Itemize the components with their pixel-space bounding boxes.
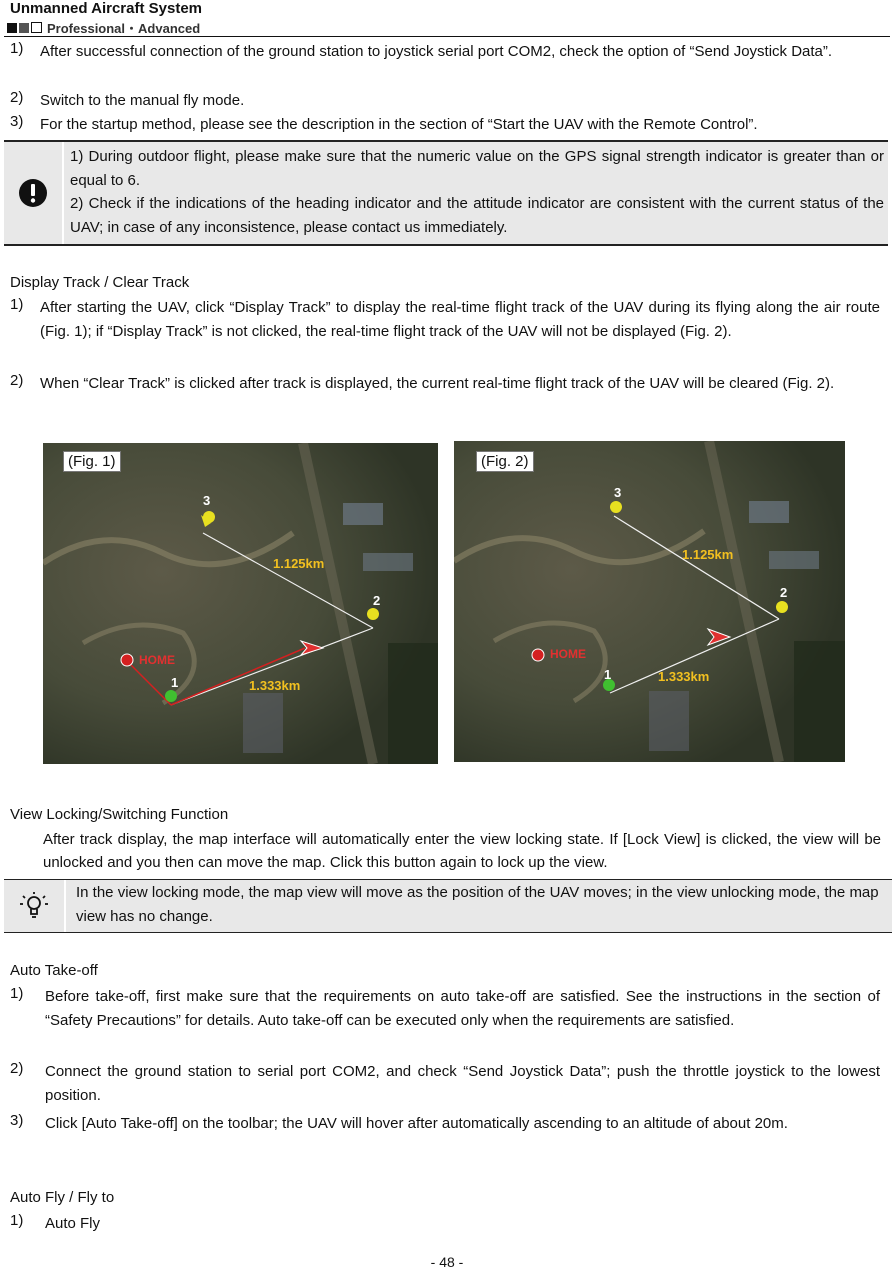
paragraph: After track display, the map interface will automatically enter the view locking state. If [Lock View] is clicked, the view will be unlocked and you then can move the map. Click this button again to lock up the view. xyxy=(43,831,881,871)
square-icon xyxy=(19,23,29,33)
subtitle-text: Professional・Advanced xyxy=(47,21,201,36)
list-item: 2) When “Clear Track” is clicked after track is displayed, the current real-time flight track of the UAV will be cleared (Fig. 2). xyxy=(10,372,835,392)
waypoint-label: 2 xyxy=(373,593,381,608)
doc-title: Unmanned Aircraft System xyxy=(10,0,202,17)
distance-label: 1.333km xyxy=(658,669,710,684)
home-label: HOME xyxy=(139,653,175,667)
warning-line-2: 2) Check if the indications of the heading indicator and the attitude indicator are consistent with the current status of the UAV; in case of any inconsistence, please contact us immediately. xyxy=(70,195,884,236)
tip-text: In the view locking mode, the map view will move as the position of the UAV moves; in the view unlocking mode, the map view has no change. xyxy=(76,884,879,925)
list-item: 1) Auto Fly xyxy=(10,1212,101,1232)
section-heading: Auto Take-off xyxy=(10,962,98,979)
square-icon xyxy=(31,22,42,33)
warning-icon xyxy=(4,142,64,244)
doc-subtitle xyxy=(7,18,200,37)
distance-label: 1.125km xyxy=(273,556,325,571)
home-label: HOME xyxy=(550,647,586,661)
map-figure-2 xyxy=(454,441,845,762)
waypoint-label: 1 xyxy=(171,675,179,690)
page-number: - 48 - xyxy=(430,1254,464,1270)
list-item: 1) Before take-off, first make sure that the requirements on auto take-off are satisfied. See the instructions in the section of “Safety Precautions” for details. Auto take-off can be executed only when the requirements are satisfied. xyxy=(10,985,880,1029)
list-item: 3) For the startup method, please see the description in the section of “Start the UAV with the Remote Control”. xyxy=(10,113,758,133)
figure-label: (Fig. 2) xyxy=(476,451,534,472)
warning-line-1: 1) During outdoor flight, please make sure that the numeric value on the GPS signal strength indicator is greater than or equal to 6. xyxy=(70,148,884,189)
list-item: 3) Click [Auto Take-off] on the toolbar; the UAV will hover after automatically ascending to an altitude of about 20m. xyxy=(10,1112,788,1132)
list-item: 2) Switch to the manual fly mode. xyxy=(10,89,245,109)
square-icon xyxy=(7,23,17,33)
list-item: 2) Connect the ground station to serial port COM2, and check “Send Joystick Data”; push the throttle joystick to the lowest position. xyxy=(10,1060,880,1104)
waypoint-label: 1 xyxy=(604,667,612,682)
waypoint-label: 2 xyxy=(780,585,788,600)
warning-note xyxy=(4,140,888,246)
figure-label: (Fig. 1) xyxy=(63,451,121,472)
map-figure-1 xyxy=(43,443,438,764)
distance-label: 1.333km xyxy=(249,678,301,693)
waypoint-label: 3 xyxy=(614,485,622,500)
list-item: 1) After starting the UAV, click “Display Track” to display the real-time flight track of the UAV during its flying along the air route (Fig. 1); if “Display Track” is not clicked, the real-time flight track of the UAV will not be displayed (Fig. 2). xyxy=(10,296,880,340)
section-heading: Auto Fly / Fly to xyxy=(10,1189,115,1206)
distance-label: 1.125km xyxy=(682,547,734,562)
header-rule xyxy=(4,36,890,37)
tip-note xyxy=(4,879,892,933)
section-heading: View Locking/Switching Function xyxy=(10,806,229,823)
lightbulb-icon xyxy=(4,880,66,932)
waypoint-label: 3 xyxy=(203,493,211,508)
section-heading: Display Track / Clear Track xyxy=(10,274,190,291)
list-item: 1) After successful connection of the ground station to joystick serial port COM2, check the option of “Send Joystick Data”. xyxy=(10,40,833,60)
